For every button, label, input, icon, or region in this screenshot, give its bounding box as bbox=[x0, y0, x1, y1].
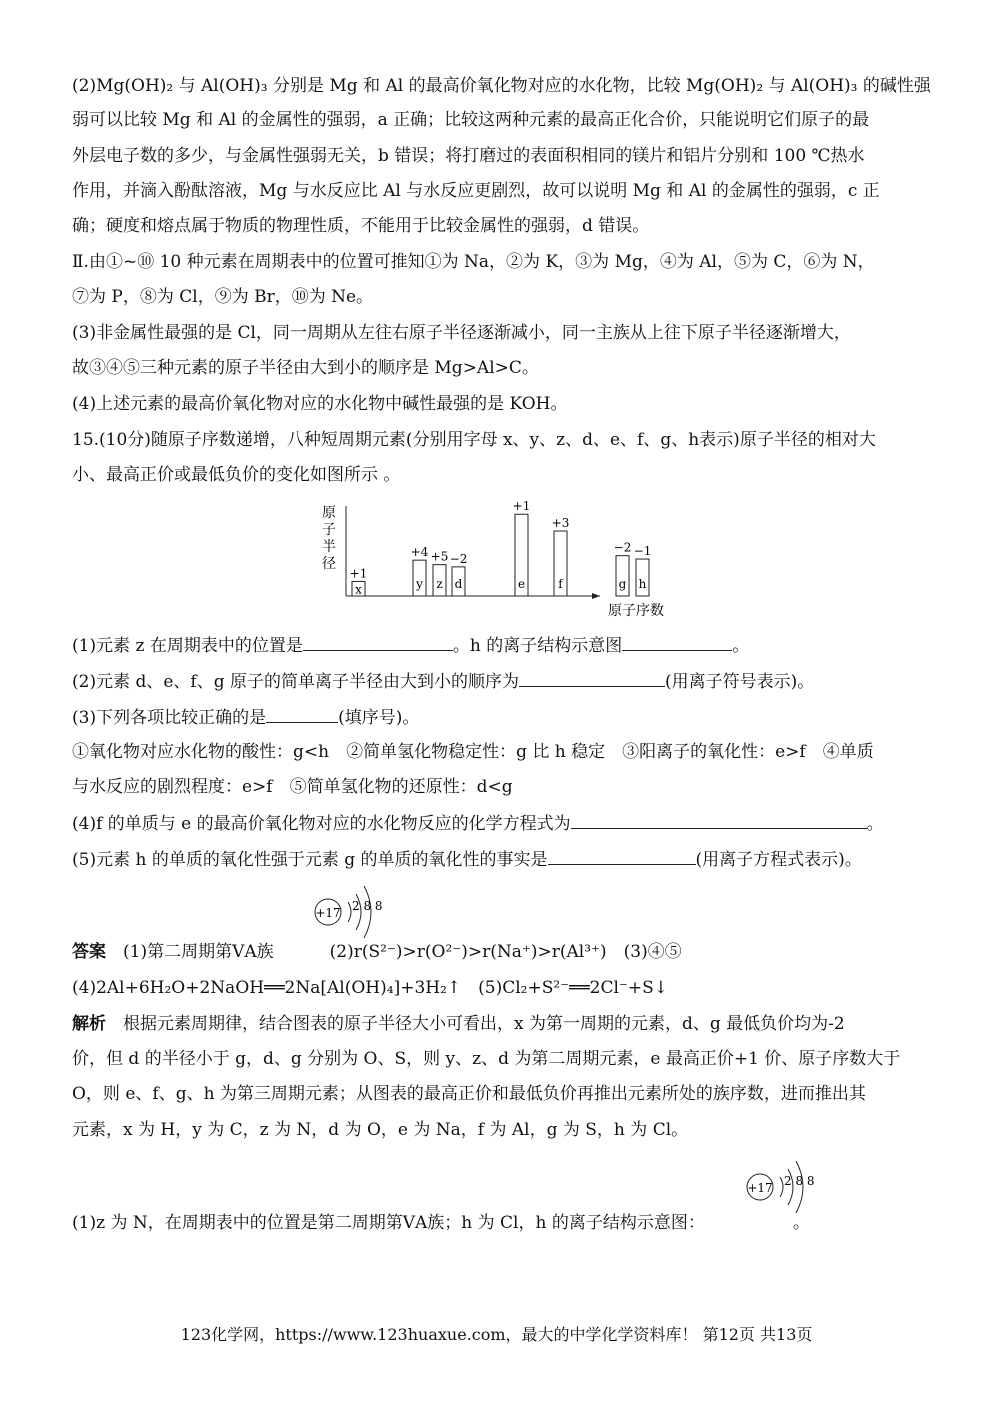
bar-value-label: +5 bbox=[430, 549, 449, 564]
y-axis-label-1: 原 bbox=[322, 505, 336, 521]
question-15-stem: 15.(10分)随原子序数递增，八种短周期元素(分别用字母 x、y、z、d、e、f、g、h表示)原子半径的相对大 bbox=[72, 430, 876, 450]
text-line: (3)非金属性最强的是 Cl，同一周期从左往右原子半径逐渐减小，同一主族从上往下原子半径逐渐增大， bbox=[72, 323, 851, 343]
analysis-line-5: (1)z 为 N，在周期表中的位置是第二周期第ⅤA族；h 为 Cl，h 的离子结构示意图： 。 bbox=[72, 1213, 810, 1233]
nucleus-label: +17 bbox=[747, 1181, 773, 1195]
text-line: ⑦为 P，⑧为 Cl，⑨为 Br，⑩为 Ne。 bbox=[72, 287, 374, 307]
bar-value-label: −2 bbox=[449, 551, 468, 566]
question-4: (4)f 的单质与 e 的最高价氧化物对应的水化物反应的化学方程式为 。 bbox=[72, 810, 884, 837]
analysis-line-1: 解析 根据元素周期律，结合图表的原子半径大小可看出，x 为第一周期的元素，d、g 最低负价均为-2 bbox=[72, 1014, 845, 1034]
text-line: (4)上述元素的最高价氧化物对应的水化物中碱性最强的是 KOH。 bbox=[72, 394, 568, 414]
question-3-options: 与水反应的剧烈程度：e>f ⑤简单氢化物的还原性：d<g bbox=[72, 777, 513, 797]
bar-value-label: +4 bbox=[410, 545, 429, 560]
text-line: 作用，并滴入酚酞溶液，Mg 与水反应比 Al 与水反应更剧烈，故可以说明 Mg 和 Al 的金属性的强弱，c 正 bbox=[72, 181, 880, 201]
bar-category-label: x bbox=[355, 582, 362, 597]
text-line: 故③④⑤三种元素的原子半径由大到小的顺序是 Mg>Al>C。 bbox=[72, 358, 539, 378]
nucleus-label: +17 bbox=[315, 906, 341, 920]
text-line: 确；硬度和熔点属于物质的物理性质，不能用于比较金属性的强弱，d 错误。 bbox=[72, 216, 650, 236]
answer-line-1: 答案 (1)第二周期第ⅤA族 (2)r(S²⁻)>r(O²⁻)>r(Na⁺)>r(Al³⁺) (3)④⑤ bbox=[72, 942, 682, 962]
analysis-line-2: 价，但 d 的半径小于 g，d、g 分别为 O、S，则 y、z、d 为第二周期元素，e 最高正价+1 价、原子序数大于 bbox=[72, 1049, 901, 1069]
bar-category-label: e bbox=[517, 577, 526, 591]
text-line: 弱可以比较 Mg 和 Al 的金属性的强弱，a 正确；比较这两种元素的最高正化合价，只能说明它们原子的最 bbox=[72, 110, 870, 130]
question-1: (1)元素 z 在周期表中的位置是 。h 的离子结构示意图 。 bbox=[72, 632, 749, 659]
shell-electrons-label: 2 8 8 bbox=[784, 1174, 815, 1188]
y-axis-label-3: 半 bbox=[322, 539, 336, 555]
chloride-ion-structure-diagram bbox=[310, 880, 390, 944]
page-footer: 123化学网，https://www.123huaxue.com，最大的中学化学资料库！ 第12页 共13页 bbox=[180, 1325, 813, 1344]
x-axis-label: 原子序数 bbox=[608, 603, 664, 619]
question-3: (3)下列各项比较正确的是 (填序号)。 bbox=[72, 704, 419, 731]
analysis-line-3: O，则 e、f、g、h 为第三周期元素；从图表的最高正价和最低负价再推出元素所处的族序数，进而推出其 bbox=[72, 1084, 866, 1104]
question-15-stem: 小、最高正价或最低负价的变化如图所示 。 bbox=[72, 465, 401, 485]
analysis-line-4: 元素，x 为 H，y 为 C，z 为 N，d 为 O，e 为 Na，f 为 Al，g 为 S，h 为 Cl。 bbox=[72, 1120, 689, 1140]
bar-category-label: z bbox=[436, 577, 443, 591]
text-line: (2)Mg(OH)₂ 与 Al(OH)₃ 分别是 Mg 和 Al 的最高价氧化物对应的水化物，比较 Mg(OH)₂ 与 Al(OH)₃ 的碱性强 bbox=[72, 76, 931, 96]
bar-category-label: f bbox=[558, 577, 563, 591]
question-5: (5)元素 h 的单质的氧化性强于元素 g 的单质的氧化性的事实是 (用离子方程式表示)。 bbox=[72, 846, 862, 873]
bar-value-label: −1 bbox=[633, 544, 652, 559]
answer-line-2: (4)2Al+6H₂O+2NaOH══2Na[Al(OH)₄]+3H₂↑ (5)Cl₂+S²⁻══2Cl⁻+S↓ bbox=[72, 978, 668, 998]
bar-category-label: g bbox=[618, 577, 627, 591]
bar-value-label: +1 bbox=[512, 499, 531, 514]
atomic-radius-chart bbox=[318, 498, 678, 620]
bar-category-label: d bbox=[454, 577, 463, 591]
text-line: 外层电子数的多少，与金属性强弱无关，b 错误；将打磨过的表面积相同的镁片和铝片分别和 100 ℃热水 bbox=[72, 146, 865, 166]
y-axis-label-4: 径 bbox=[322, 556, 336, 572]
y-axis-label-2: 子 bbox=[322, 522, 336, 538]
bar-category-label: y bbox=[416, 577, 423, 591]
bar-category-label: h bbox=[638, 577, 647, 591]
question-3-options: ①氧化物对应水化物的酸性：g<h ②简单氢化物稳定性：g 比 h 稳定 ③阳离子的氧化性：e>f ④单质 bbox=[72, 742, 874, 762]
shell-electrons-label: 2 8 8 bbox=[352, 899, 383, 913]
question-2: (2)元素 d、e、f、g 原子的简单离子半径由大到小的顺序为 (用离子符号表示)。 bbox=[72, 668, 814, 695]
bar-value-label: −2 bbox=[613, 540, 632, 555]
text-line: Ⅱ.由①~⑩ 10 种元素在周期表中的位置可推知①为 Na，②为 K，③为 Mg，④为 Al，⑤为 C，⑥为 N， bbox=[72, 252, 875, 272]
bar-value-label: +1 bbox=[349, 566, 368, 581]
bar-value-label: +3 bbox=[551, 516, 570, 531]
